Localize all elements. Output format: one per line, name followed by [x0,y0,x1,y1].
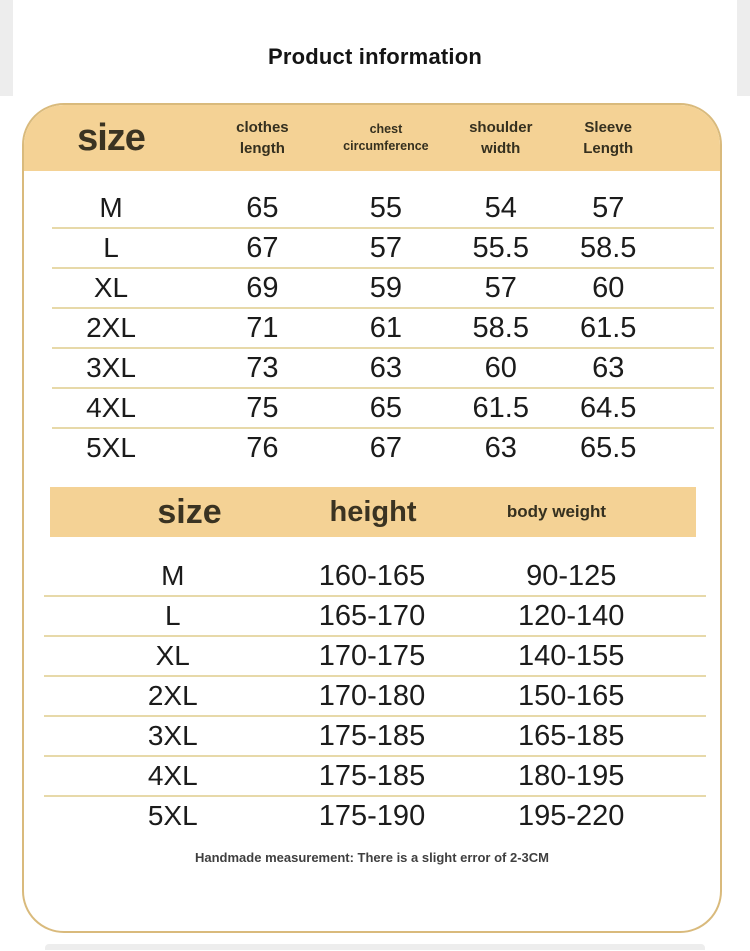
page-title: Product information [267,44,482,69]
fit-row [24,796,720,836]
size-label: 2XL [147,680,198,711]
weight-range-value: 150-165 [518,679,625,712]
measurement-value: 54 [484,191,517,224]
measurement-value: 60 [592,271,625,304]
measurement-value: 67 [246,231,279,264]
measurement-value: 57 [484,271,517,304]
height-range-value: 170-180 [318,679,426,712]
fit-row [24,756,720,796]
product-info-header-section [0,0,750,96]
weight-range-value: 120-140 [518,599,625,632]
measurement-value: 57 [592,191,625,224]
measurement-value: 59 [369,271,403,304]
next-section-edge [45,944,705,950]
measurement-value: 69 [246,271,279,304]
fit-row [24,716,720,756]
measurement-value: 58.5 [472,311,529,344]
fit-table-body [24,556,720,836]
fit-table-header [50,487,696,537]
measurement-row [24,388,720,428]
column-header-line: clothes [236,119,289,136]
measurement-disclaimer: Handmade measurement: There is a slight error of 2-3CM [195,850,549,865]
measurement-value: 76 [246,431,279,464]
measurement-table-header [24,105,720,171]
height-range-value: 175-185 [318,719,426,752]
measurement-value: 65 [246,191,279,224]
size-column-header: size [77,116,145,159]
fit-row [24,636,720,676]
size-label: 5XL [147,800,198,831]
measurement-value: 63 [592,351,625,384]
weight-range-value: 140-155 [518,639,625,672]
measurement-value: 63 [369,351,403,384]
size-label: 3XL [86,352,136,383]
weight-range-value: 90-125 [526,559,617,592]
measurement-value: 55.5 [472,231,529,264]
measurement-value: 71 [246,311,279,344]
measurement-value: 63 [484,431,517,464]
column-header-line: width [481,140,521,157]
measurement-row [24,348,720,388]
measurement-value: 61 [369,311,403,344]
measurement-value: 61.5 [579,311,637,344]
measurement-value: 65 [369,391,403,424]
column-header-line: length [239,140,285,157]
measurement-row [24,188,720,228]
measurement-value: 55 [369,191,403,224]
measurement-table-body [24,188,720,468]
size-label: 4XL [86,392,136,423]
shoulder-width-column-header [445,117,556,159]
measurement-row [24,228,720,268]
height-range-value: 160-165 [318,559,426,592]
size-label: 2XL [86,312,136,343]
size-column-header: size [157,492,222,531]
measurement-value: 60 [484,351,517,384]
chest-circumference-column-header [327,121,445,156]
page-edge-left [0,0,13,96]
height-range-value: 175-185 [318,759,426,792]
fit-row [24,556,720,596]
column-header-line: circumference [343,139,429,153]
weight-range-value: 165-185 [518,719,625,752]
measurement-value: 65.5 [579,431,637,464]
body-weight-column-header: body weight [506,502,607,521]
height-range-value: 175-190 [318,799,426,832]
column-header-line: Sleeve [584,119,632,136]
fit-row [24,676,720,716]
size-label: 5XL [86,432,136,463]
measurement-value: 58.5 [579,231,637,264]
measurement-row [24,268,720,308]
size-chart-panel [22,103,722,933]
size-label: XL [155,640,190,671]
size-label: 3XL [147,720,198,751]
column-header-line: shoulder [469,119,533,136]
size-label: M [161,560,185,591]
clothes-length-column-header [198,117,327,159]
size-label: 4XL [147,760,198,791]
measurement-value: 64.5 [579,391,637,424]
weight-range-value: 195-220 [518,799,625,832]
measurement-row [24,428,720,468]
sleeve-length-column-header [556,117,720,159]
height-range-value: 170-175 [318,639,426,672]
size-label: XL [93,272,129,303]
column-header-line: Length [583,140,634,157]
height-column-header: height [329,495,417,528]
measurement-value: 73 [246,351,279,384]
measurement-value: 67 [369,431,403,464]
size-label: M [99,192,123,223]
page-edge-right [737,0,750,96]
fit-row [24,596,720,636]
column-header-line: chest [369,121,403,136]
size-label: L [103,232,119,263]
measurement-value: 61.5 [472,391,529,424]
measurement-value: 75 [246,391,279,424]
measurement-value: 57 [369,231,403,264]
measurement-row [24,308,720,348]
size-label: L [164,600,181,631]
weight-range-value: 180-195 [518,759,625,792]
height-range-value: 165-170 [318,599,426,632]
